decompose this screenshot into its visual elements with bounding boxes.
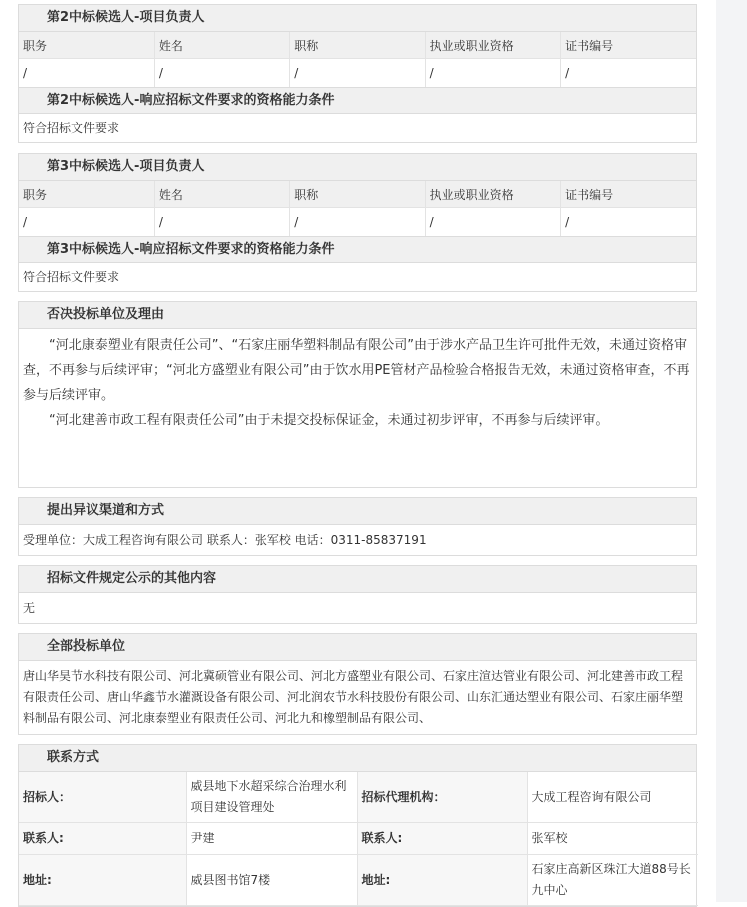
table-cell: / [19,208,154,237]
contact-table [19,772,698,906]
qualification-text: 符合招标文件要求 [23,121,120,135]
all-bidders-list: 唐山华昊节水科技有限公司、河北冀硕管业有限公司、河北方盛塑业有限公司、石家庄渲达管业有限公司、河北建善市政工程有限责任公司、唐山华鑫节水灌溉设备有限公司、河北润农节水科技股份有限公司、山东汇通达塑业有限公司、石家庄丽华塑料制品有限公司、河北康泰塑业有限责任公司、河北九和橡塑制品有限公司、 [23,669,684,725]
contact-value: 大成工程咨询有限公司 [527,772,698,823]
column-header: 职称 [290,181,425,208]
table-cell: / [425,59,560,88]
table-cell: / [19,59,154,88]
rejection-reasons [19,329,696,487]
contact-value: 威县地下水超采综合治理水利项目建设管理处 [186,772,357,823]
candidate-3-section [18,153,697,292]
subsection-title: 第2中标候选人-响应招标文件要求的资格能力条件 [19,87,696,114]
section-title: 招标文件规定公示的其他内容 [19,566,696,593]
table-header-row [19,181,696,208]
rejection-paragraph: “河北建善市政工程有限责任公司”由于未提交投标保证金，未通过初步评审，不再参与后续评审。 [49,413,609,428]
contact-value: 威县图书馆7楼 [186,855,357,906]
announcement-content [18,4,697,907]
table-row [19,59,696,88]
contact-label: 地址: [19,855,186,906]
project-lead-table [19,32,696,87]
column-header: 职务 [19,181,154,208]
contact-section [18,744,697,907]
contact-value: 尹建 [186,823,357,855]
table-cell: / [425,208,560,237]
contact-label: 联系人: [357,823,527,855]
column-header: 执业或职业资格 [425,181,560,208]
table-cell: / [565,66,570,80]
column-header: 执业或职业资格 [425,32,560,59]
table-cell: / [290,59,425,88]
table-row [19,855,698,906]
other-content-section [18,565,697,624]
table-cell: / [154,59,289,88]
column-header: 职称 [290,32,425,59]
section-title: 第3中标候选人-项目负责人 [19,154,696,181]
section-title: 提出异议渠道和方式 [19,498,696,525]
section-title: 第2中标候选人-项目负责人 [19,5,696,32]
contact-value: 石家庄高新区珠江大道88号长九中心 [527,855,698,906]
column-header: 姓名 [154,32,289,59]
table-row [19,823,698,855]
contact-label: 联系人: [19,823,186,855]
contact-label: 招标人： [19,772,186,823]
column-header: 职务 [19,32,154,59]
objection-contact-text: 受理单位：大成工程咨询有限公司 联系人：张军校 电话：0311-85837191 [23,533,427,547]
table-cell: / [565,215,570,229]
contact-label: 地址: [357,855,527,906]
objection-channel-section [18,497,697,556]
project-lead-table [19,181,696,236]
subsection-title: 第3中标候选人-响应招标文件要求的资格能力条件 [19,236,696,263]
all-bidders-section [18,633,697,735]
table-header-row [19,32,696,59]
rejection-paragraph: “河北康泰塑业有限责任公司”、“石家庄丽华塑料制品有限公司”由于涉水产品卫生许可批件无效，未通过资格审查，不再参与后续评审；“河北方盛塑业有限公司”由于饮水用PE管材产品检验合格报告无效，未通过资格审查，不再参与后续评审。 [23,338,690,403]
table-cell: / [290,208,425,237]
column-header: 姓名 [154,181,289,208]
qualification-text: 符合招标文件要求 [23,270,120,284]
rejected-bidders-section [18,301,697,488]
candidate-2-section [18,4,697,143]
section-title: 全部投标单位 [19,634,696,661]
table-row [19,772,698,823]
contact-value: 张军校 [527,823,698,855]
other-content-text: 无 [23,601,36,615]
page-side-gutter [716,0,747,902]
section-title: 否决投标单位及理由 [19,302,696,329]
section-title: 联系方式 [19,745,696,772]
table-row [19,208,696,237]
table-cell: / [154,208,289,237]
contact-label: 招标代理机构： [357,772,527,823]
column-header: 证书编号 [561,181,696,208]
column-header: 证书编号 [561,32,696,59]
